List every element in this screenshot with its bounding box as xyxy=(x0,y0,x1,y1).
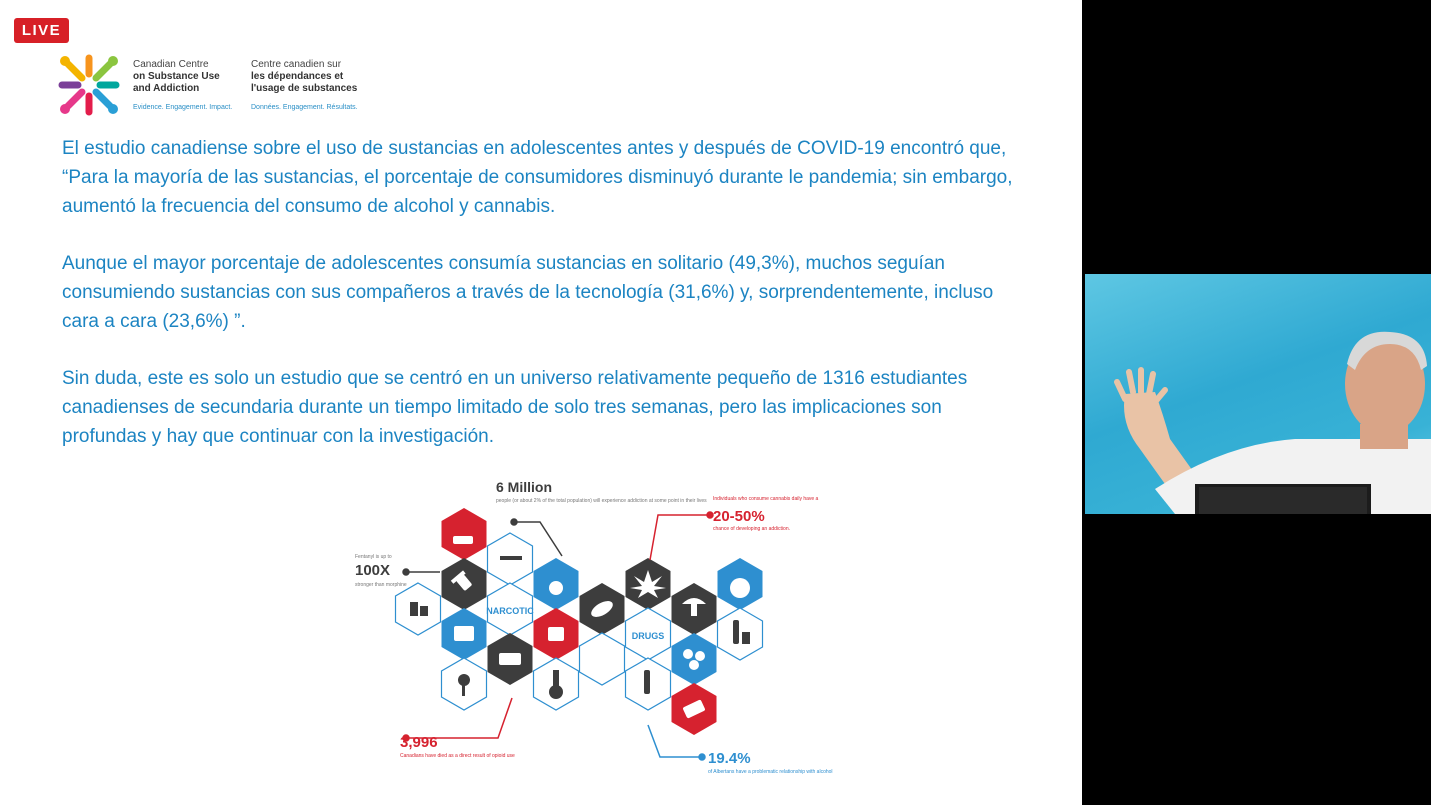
stat-19-4: 19.4% xyxy=(708,750,751,767)
stat-194-desc: of Albertans have a problematic relationship with alcohol xyxy=(708,769,833,775)
org-name-en xyxy=(133,59,220,95)
stat-3996: 3,996 xyxy=(400,734,438,751)
stat-2050-desc: chance of developing an addiction. xyxy=(713,526,791,532)
narcotic-label: NARCOTIC xyxy=(486,606,534,616)
org-name-fr xyxy=(251,59,357,95)
stat-100x-pre: Fentanyl is up to xyxy=(355,554,392,560)
org-fr-line3: l'usage de substances xyxy=(251,83,358,94)
stat-20-50: 20-50% xyxy=(713,508,765,525)
drugs-label: DRUGS xyxy=(631,631,665,641)
presenter-image xyxy=(1085,274,1431,514)
tagline-fr: Données. Engagement. Résultats. xyxy=(251,104,358,111)
tagline-en: Evidence. Engagement. Impact. xyxy=(133,104,233,111)
org-en-line3: and Addiction xyxy=(133,83,200,94)
slide-paragraph-3: Sin duda, este es solo un estudio que se centró en un universo relativamente pequeño de 1316 estudiantes canadienses de secundaria durante un tiempo limitado de solo tres semanas, pero las implicaciones son profundas y hay que continuar con la investigación. xyxy=(62,368,968,447)
org-fr-line2: les dépendances et xyxy=(251,71,344,82)
drugs-infographic xyxy=(340,470,833,805)
org-fr-line1: Centre canadien sur xyxy=(251,59,342,70)
hex-cup-icon xyxy=(442,508,487,560)
hex-molecule-icon xyxy=(580,633,625,685)
slide-paragraph-2: Aunque el mayor porcentaje de adolescentes consumía sustancias en solitario (49,3%), muchos seguían consumiendo sustancias con sus compañeros a través de la tecnología (31,6%) y, sorprendentemente, incluso cara a cara (23,6%) ”. xyxy=(62,253,994,332)
stat-6-million: 6 Million xyxy=(496,479,552,495)
hex-pill-heap-icon xyxy=(672,633,717,685)
ccsa-logo-icon xyxy=(56,52,122,118)
stat-3996-desc: Canadians have died as a direct result of opioid use xyxy=(400,753,515,759)
org-en-line2: on Substance Use xyxy=(133,71,220,82)
presenter-video[interactable] xyxy=(1085,274,1431,514)
stat-6-million-desc: people (or about 2% of the total population) will experience addiction at some point in their lives xyxy=(496,498,707,504)
org-en-line1: Canadian Centre xyxy=(133,59,209,70)
stat-2050-pre: Individuals who consume cannabis daily have a xyxy=(713,496,819,502)
hex-wine-icon xyxy=(718,608,763,660)
stat-100x-desc: stronger than morphine xyxy=(355,582,407,588)
slide-paragraph-1: El estudio canadiense sobre el uso de sustancias en adolescentes antes y después de COVID-19 encontró que, “Para la mayoría de las sustancias, el porcentaje de consumidores disminuyó durante le pandemia; sin embargo, aumentó la frecuencia del consumo de alcohol y cannabis. xyxy=(62,138,1013,217)
live-badge: LIVE xyxy=(14,18,69,43)
stat-100x: 100X xyxy=(355,562,391,579)
